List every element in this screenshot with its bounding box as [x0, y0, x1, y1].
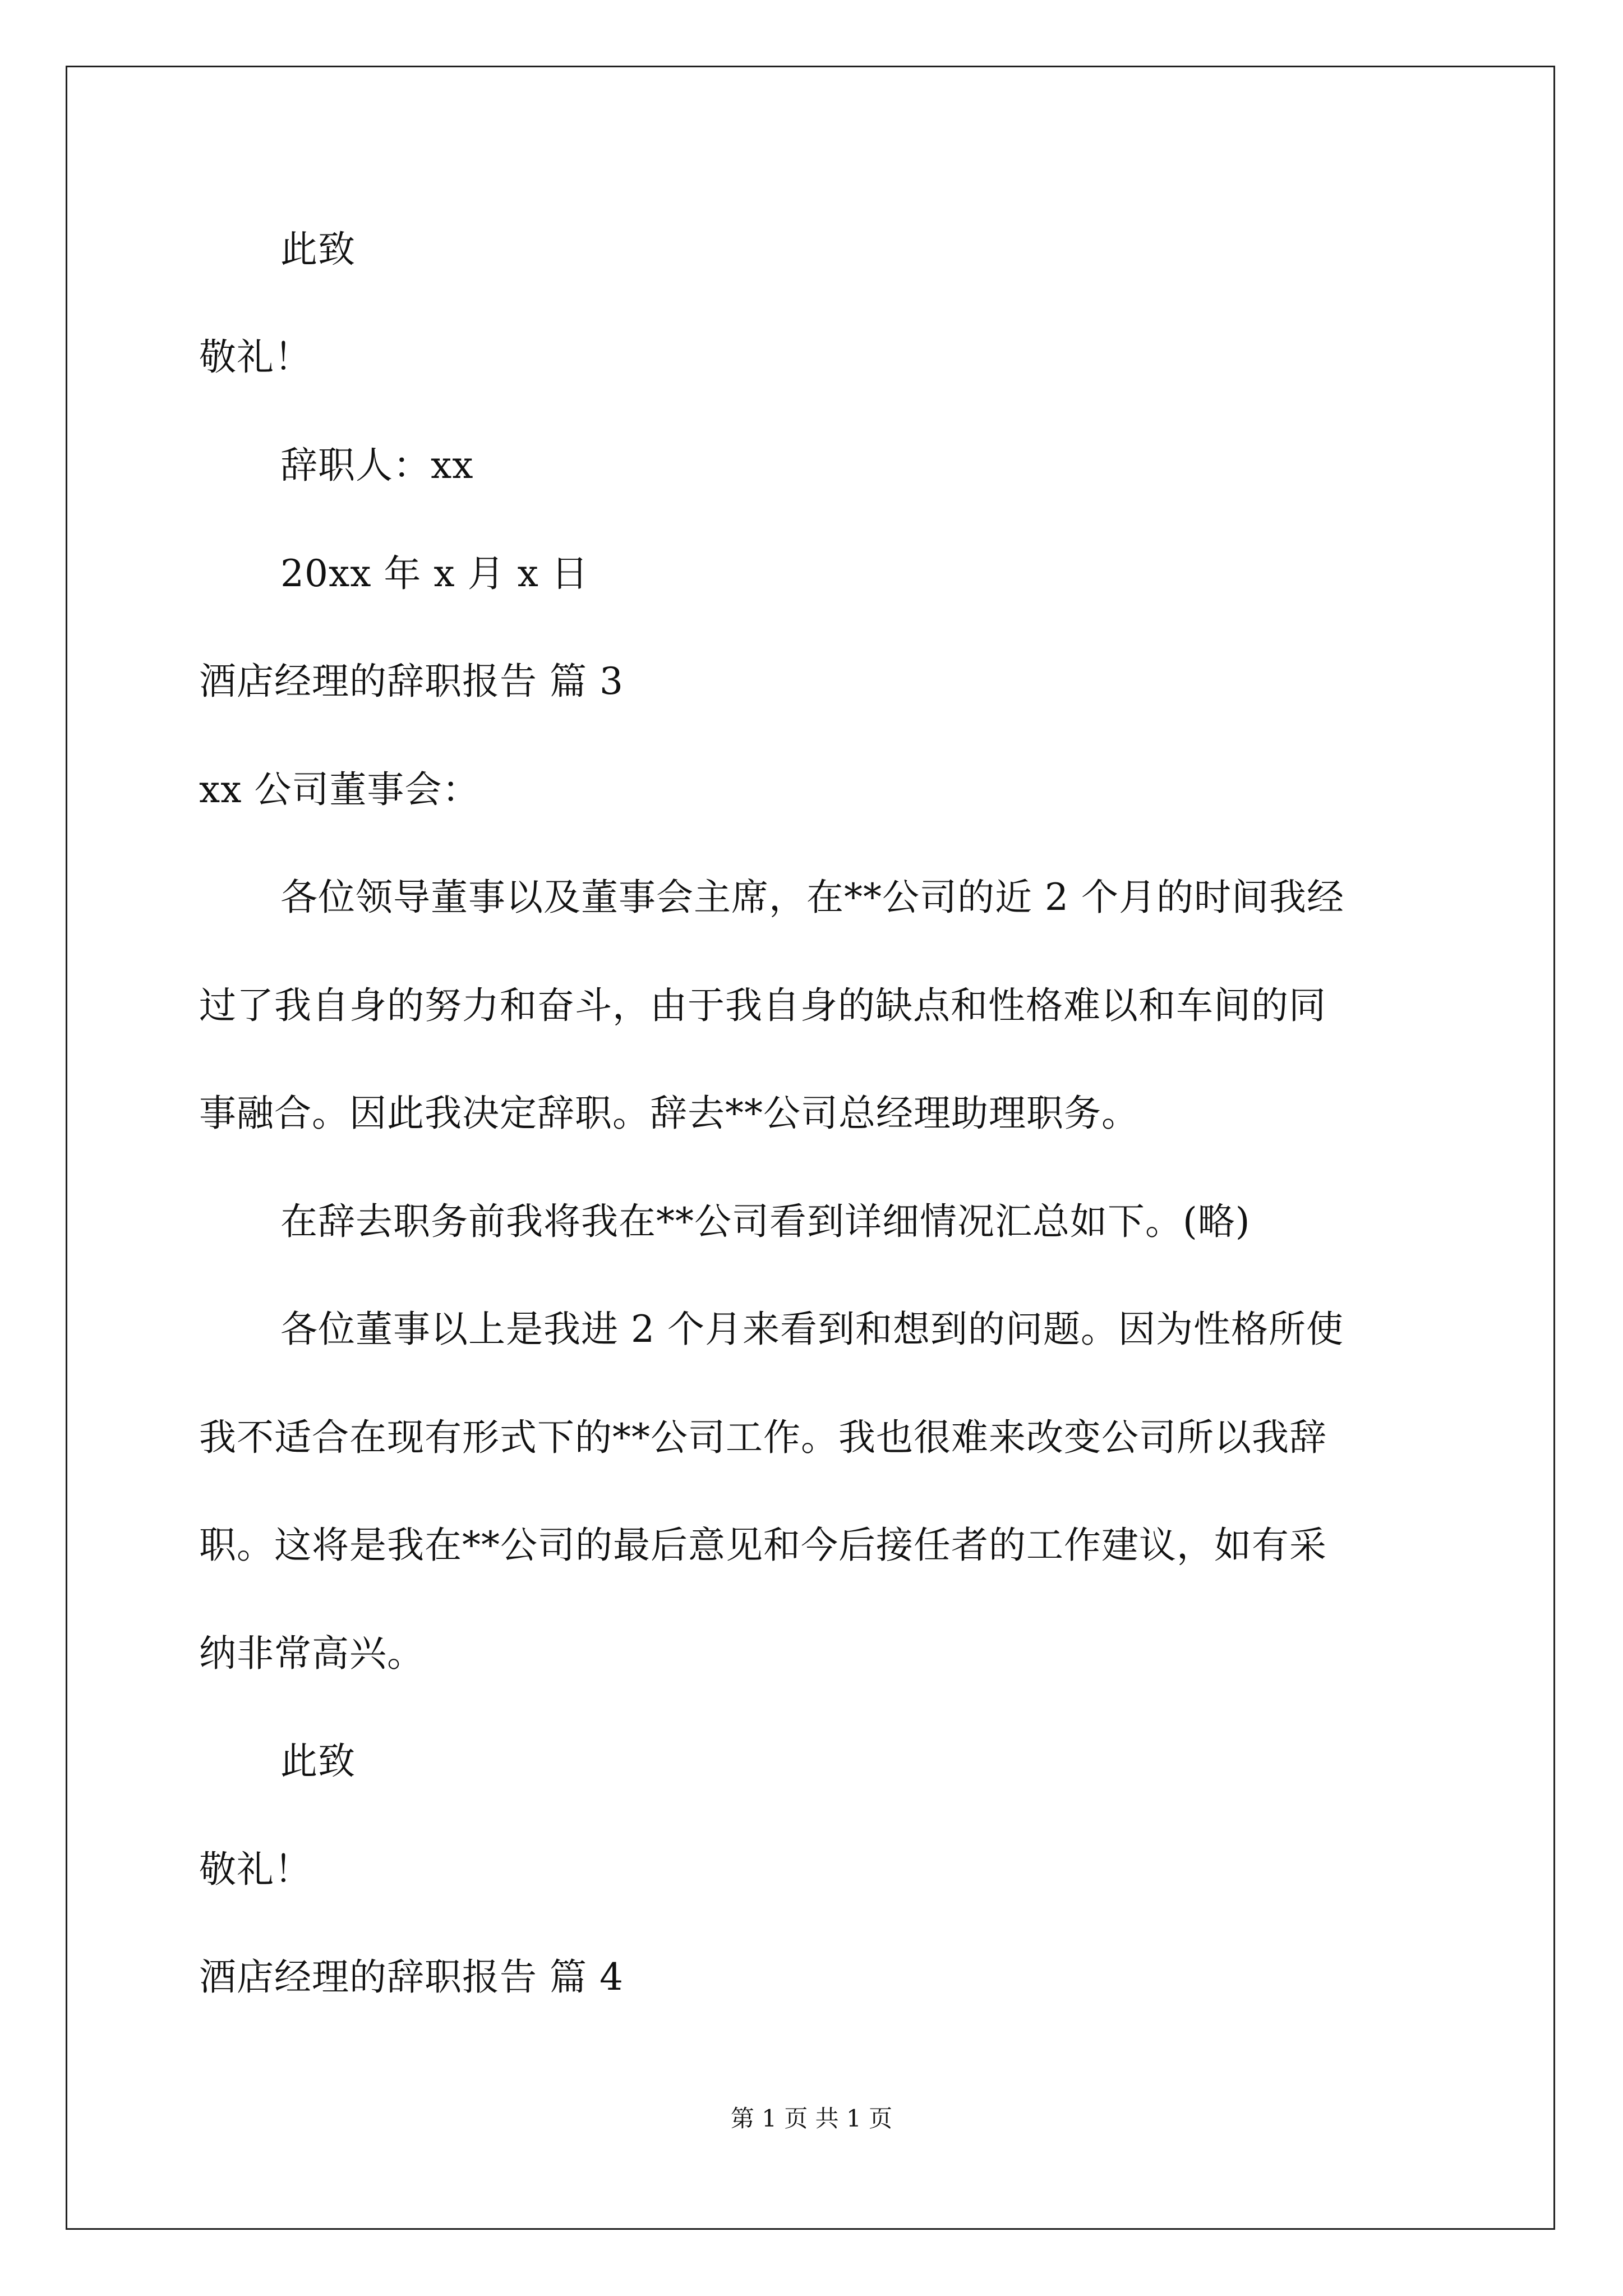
body-paragraph-2: 在辞去职务前我将我在**公司看到详细情况汇总如下。(略) [280, 1200, 1251, 1243]
body-paragraph-1-line-1: 各位领导董事以及董事会主席，在**公司的近 2 个月的时间我经 [280, 876, 1344, 919]
page-frame [66, 66, 1555, 2230]
section-heading-4: 酒店经理的辞职报告 篇 4 [199, 1955, 624, 1999]
closing-regards: 敬礼！ [199, 335, 312, 379]
body-paragraph-1-line-2: 过了我自身的努力和奋斗，由于我自身的缺点和性格难以和车间的同 [199, 984, 1326, 1027]
body-paragraph-3-line-1: 各位董事以上是我进 2 个月来看到和想到的问题。因为性格所使 [280, 1308, 1344, 1351]
date-line: 20xx 年 x 月 x 日 [280, 552, 589, 595]
section-heading-3: 酒店经理的辞职报告 篇 3 [199, 660, 624, 703]
body-paragraph-3-line-4: 纳非常高兴。 [199, 1632, 425, 1675]
page-footer: 第 1 页 共 1 页 [730, 2105, 893, 2132]
body-paragraph-3-line-3: 职。这将是我在**公司的最后意见和今后接任者的工作建议，如有采 [199, 1524, 1327, 1567]
closing-regards-2: 敬礼！ [199, 1848, 312, 1891]
closing-salutation: 此致 [280, 228, 356, 271]
body-paragraph-3-line-2: 我不适合在现有形式下的**公司工作。我也很难来改变公司所以我辞 [199, 1416, 1327, 1459]
signer-line: 辞职人：xx [280, 444, 474, 487]
closing-salutation-2: 此致 [280, 1740, 356, 1783]
recipient-line: xx 公司董事会： [199, 768, 480, 811]
body-paragraph-1-line-3: 事融合。因此我决定辞职。辞去**公司总经理助理职务。 [199, 1092, 1139, 1135]
